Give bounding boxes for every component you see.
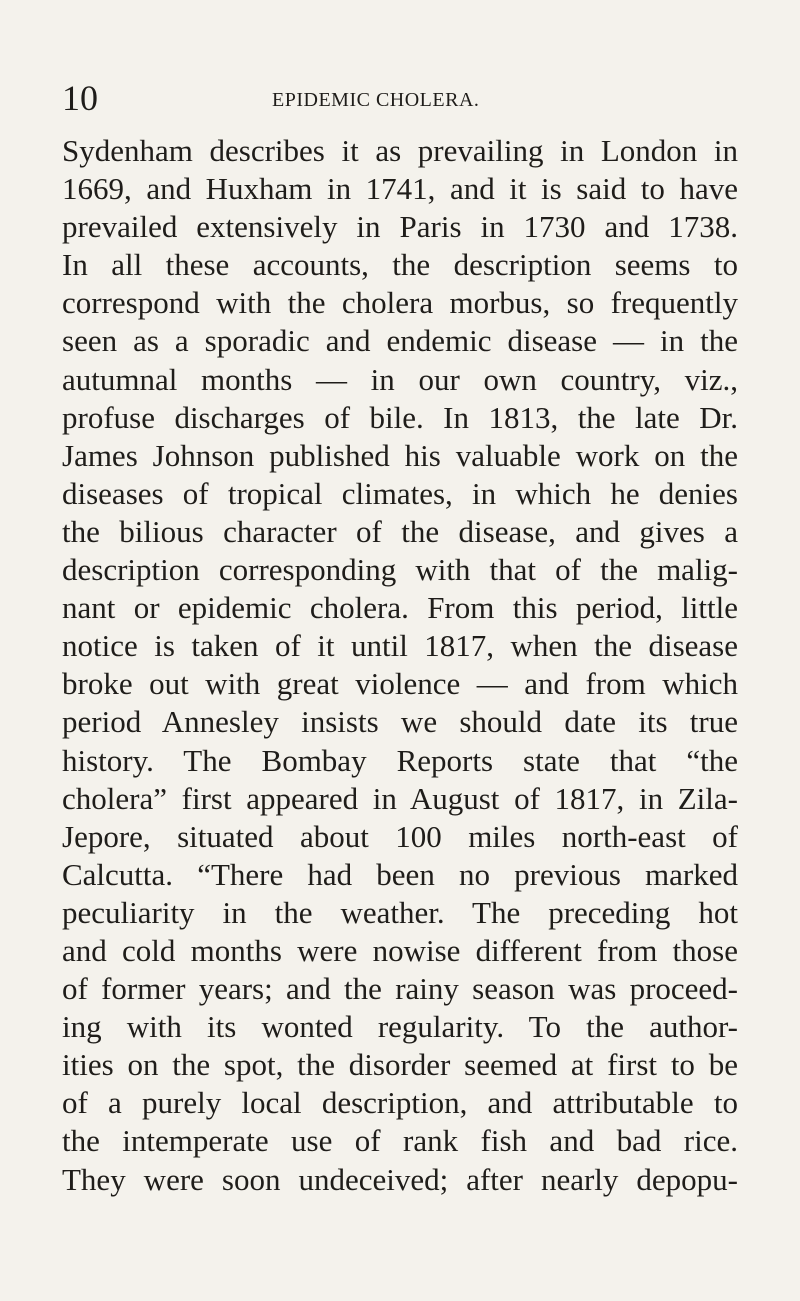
text-line: ing with its wonted regularity. To the author- xyxy=(62,1009,738,1045)
text-line: and cold months were nowise different from those xyxy=(62,932,738,968)
page-number: 10 xyxy=(62,78,98,118)
text-line: period Annesley insists we should date its true xyxy=(62,704,738,740)
text-line: description corresponding with that of the malig- xyxy=(62,552,738,588)
text-line: of former years; and the rainy season was proceed- xyxy=(62,971,738,1007)
body-paragraph xyxy=(62,132,738,1199)
text-line: correspond with the cholera morbus, so frequently xyxy=(62,285,738,321)
text-line: Sydenham describes it as prevailing in London in xyxy=(62,133,738,168)
text-line: diseases of tropical climates, in which he denies xyxy=(62,475,738,511)
text-line: prevailed extensively in Paris in 1730 and 1738. xyxy=(62,209,738,245)
text-line: cholera” first appeared in August of 1817, in Zila- xyxy=(62,780,738,816)
text-line: James Johnson published his valuable work on the xyxy=(62,437,738,473)
page-header xyxy=(62,78,738,118)
text-line: peculiarity in the weather. The preceding hot xyxy=(62,894,738,930)
text-line: In all these accounts, the description seems to xyxy=(62,247,738,283)
text-line: broke out with great violence — and from which xyxy=(62,666,738,702)
text-line: seen as a sporadic and endemic disease — in the xyxy=(62,323,738,359)
text-line: nant or epidemic cholera. From this period, little xyxy=(62,590,738,626)
text-line: the intemperate use of rank fish and bad rice. xyxy=(62,1123,738,1159)
text-line: ities on the spot, the disorder seemed at first to be xyxy=(62,1047,738,1083)
text-line: notice is taken of it until 1817, when the disease xyxy=(62,628,738,664)
text-line: They were soon undeceived; after nearly depopu- xyxy=(62,1161,738,1197)
text-line: Calcutta. “There had been no previous marked xyxy=(62,856,738,892)
text-line: history. The Bombay Reports state that “the xyxy=(62,742,738,778)
text-line: the bilious character of the disease, and gives a xyxy=(62,513,738,549)
text-line: autumnal months — in our own country, viz., xyxy=(62,361,738,397)
text-line: of a purely local description, and attributable to xyxy=(62,1085,738,1121)
running-head: EPIDEMIC CHOLERA. xyxy=(272,89,480,111)
text-line: Jepore, situated about 100 miles north-east of xyxy=(62,818,738,854)
text-line: profuse discharges of bile. In 1813, the late Dr. xyxy=(62,399,738,435)
text-line: 1669, and Huxham in 1741, and it is said to have xyxy=(62,171,738,207)
